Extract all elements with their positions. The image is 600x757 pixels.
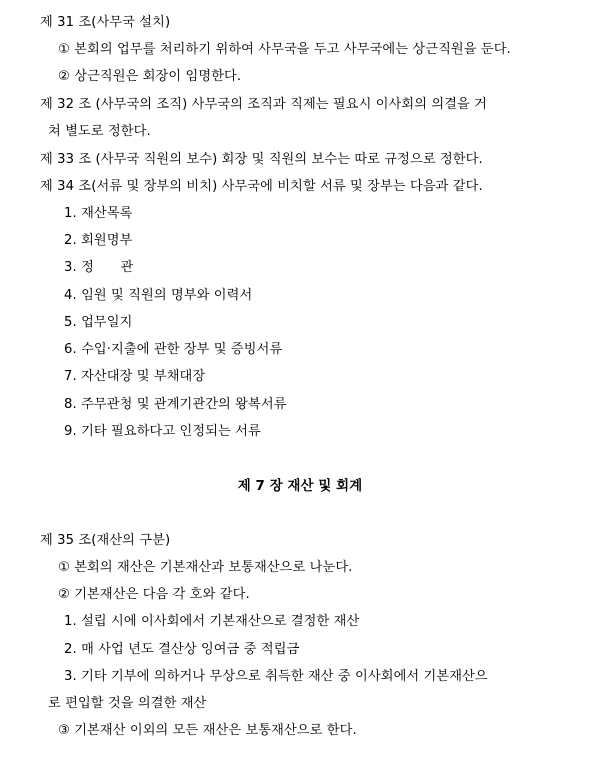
list-item: 6. 수입·지출에 관한 장부 및 증빙서류: [64, 342, 283, 357]
article-31-heading: 제 31 조(사무국 설치): [40, 15, 171, 30]
list-item: 1. 재산목록: [64, 206, 133, 221]
list-item: 7. 자산대장 및 부채대장: [64, 369, 206, 384]
chapter-7-title: 제 7 장 재산 및 회계: [237, 479, 363, 494]
list-item: 4. 임원 및 직원의 명부와 이력서: [64, 288, 253, 303]
article-31-item-1: ① 본회의 업무를 처리하기 위하여 사무국을 두고 사무국에는 상근직원을 둔다.: [58, 42, 511, 57]
article-35-sub-2: 2. 매 사업 년도 결산상 잉여금 중 적립금: [64, 642, 300, 657]
article-35-item-2: ② 기본재산은 다음 각 호와 같다.: [58, 587, 250, 602]
list-item: 8. 주무관청 및 관계기관간의 왕복서류: [64, 397, 287, 412]
list-item: 9. 기타 필요하다고 인정되는 서류: [64, 424, 261, 439]
list-item: 3. 정 관: [64, 260, 134, 275]
article-35-item-3: ③ 기본재산 이외의 모든 재산은 보통재산으로 한다.: [58, 723, 357, 738]
article-35-sub-3-line-2: 로 편입할 것을 의결한 재산: [48, 696, 207, 711]
article-35-heading: 제 35 조(재산의 구분): [40, 533, 171, 548]
list-item: 2. 회원명부: [64, 233, 133, 248]
article-35-sub-3-line-1: 3. 기타 기부에 의하거나 무상으로 취득한 재산 중 이사회에서 기본재산으: [64, 669, 488, 684]
article-34-heading: 제 34 조(서류 및 장부의 비치) 사무국에 비치할 서류 및 장부는 다음과 같다.: [40, 179, 483, 194]
article-31-item-2: ② 상근직원은 회장이 임명한다.: [58, 69, 242, 84]
article-35-sub-1: 1. 설립 시에 이사회에서 기본재산으로 결정한 재산: [64, 614, 360, 629]
article-32-line-1: 제 32 조 (사무국의 조직) 사무국의 조직과 직제는 필요시 이사회의 의결을 거: [40, 97, 488, 112]
list-item: 5. 업무일지: [64, 315, 133, 330]
article-33-text: 제 33 조 (사무국 직원의 보수) 회장 및 직원의 보수는 따로 규정으로 정한다.: [40, 152, 483, 167]
article-32-line-2: 쳐 별도로 정한다.: [48, 124, 151, 139]
article-35-item-1: ① 본회의 재산은 기본재산과 보통재산으로 나눈다.: [58, 560, 353, 575]
